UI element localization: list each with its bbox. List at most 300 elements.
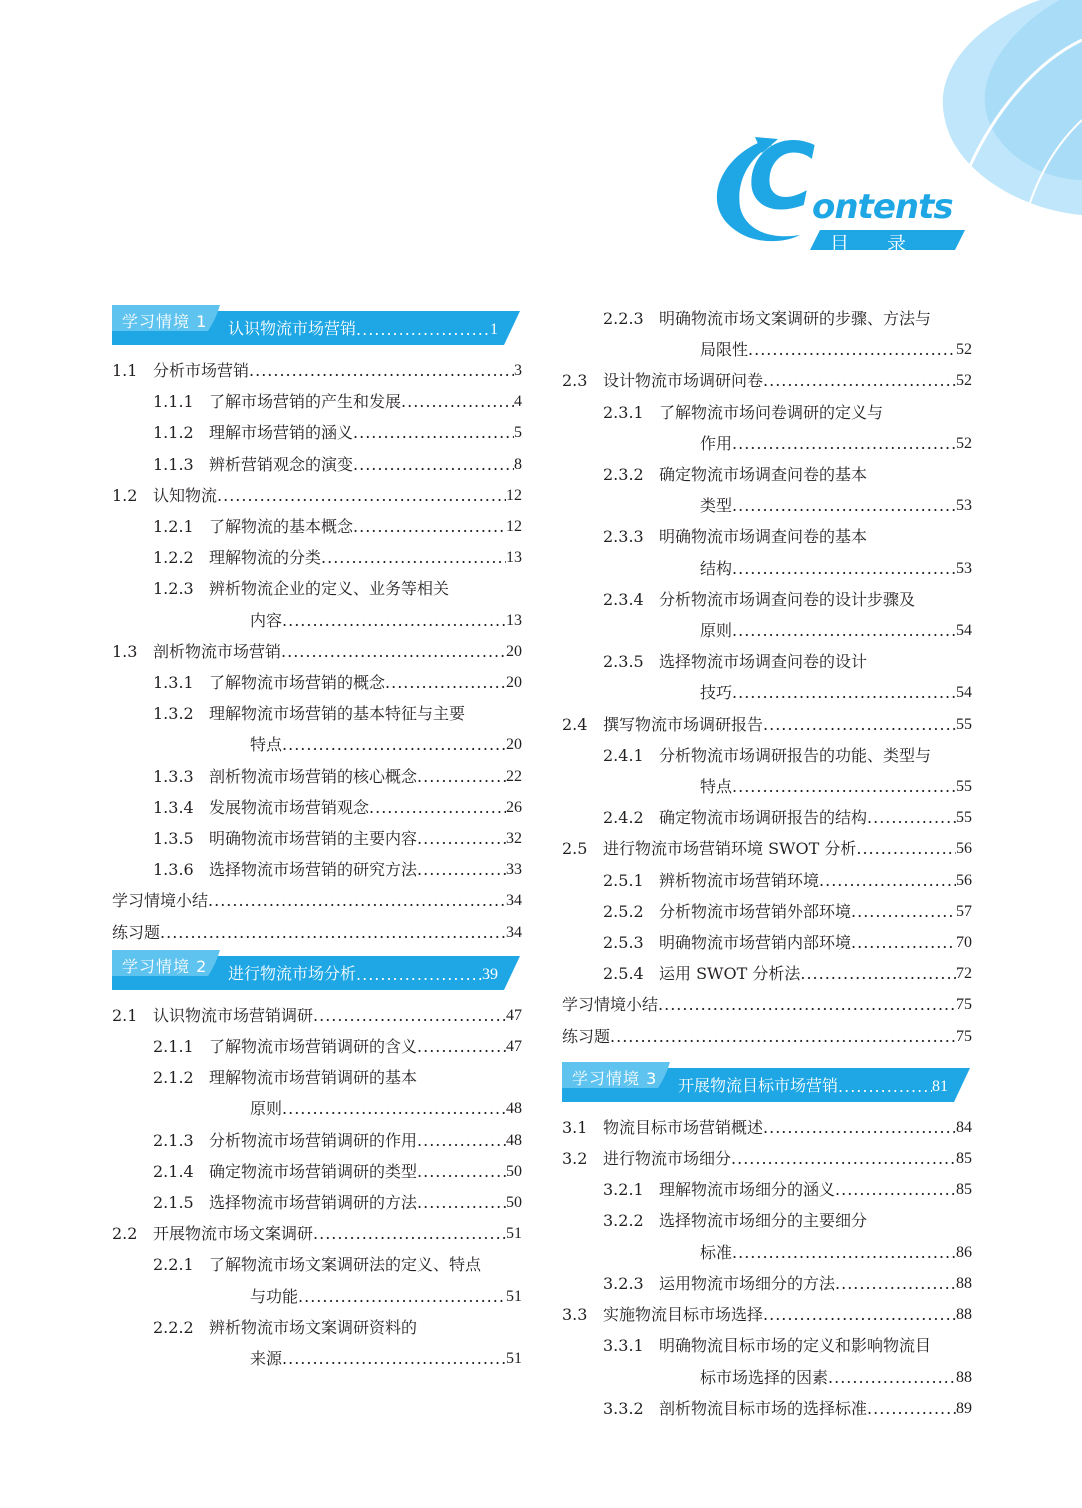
entry-number: 2.5.1 [603, 870, 644, 890]
toc-entry[interactable] [112, 355, 522, 386]
entry-number: 1.1.2 [153, 423, 194, 443]
entry-title: 辨析物流市场营销环境 [659, 870, 820, 890]
toc-subentry[interactable] [112, 792, 522, 823]
dot-leader [217, 480, 506, 511]
toc-entry[interactable] [562, 1112, 972, 1143]
toc-entry-row [153, 1249, 522, 1280]
dot-leader [369, 792, 506, 823]
toc-entry-row [112, 1000, 522, 1031]
entry-title: 明确物流市场营销内部环境 [659, 933, 852, 953]
dot-leader [417, 1156, 506, 1187]
toc-entry-continuation [153, 605, 522, 636]
dot-leader [763, 1112, 956, 1143]
toc-subentry[interactable] [562, 584, 972, 646]
entry-title: 剖析物流市场营销 [153, 641, 282, 661]
entry-page-number: 3 [514, 362, 522, 379]
toc-subentry[interactable] [112, 667, 522, 698]
toc-entry-row [603, 958, 972, 989]
toc-entry-row [153, 449, 522, 480]
toc-entry-row [153, 761, 522, 792]
toc-entry-row [153, 792, 522, 823]
dot-leader [732, 615, 956, 646]
entry-title: 实施物流目标市场选择 [603, 1305, 764, 1325]
toc-entry[interactable] [112, 636, 522, 667]
dot-leader [356, 320, 490, 339]
dot-leader [732, 553, 956, 584]
entry-title-continuation: 特点 [250, 735, 283, 755]
toc-entry[interactable] [112, 1218, 522, 1249]
toc-entry-row [603, 521, 972, 552]
entry-title: 选择物流市场调查问卷的设计 [659, 652, 868, 672]
toc-entry-continuation [603, 1362, 972, 1393]
entry-number: 2.3 [562, 371, 588, 391]
entry-title-continuation: 类型 [700, 496, 733, 516]
dot-leader [249, 355, 514, 386]
dot-leader [732, 1237, 956, 1268]
entry-page-number: 57 [956, 902, 972, 920]
entry-page-number: 54 [956, 684, 972, 702]
entry-page-number: 52 [956, 341, 972, 359]
toc-subentry[interactable] [562, 740, 972, 802]
dot-leader [353, 449, 514, 480]
entry-title: 选择物流市场细分的主要细分 [659, 1211, 868, 1231]
toc-subentry[interactable] [562, 459, 972, 521]
entry-number: 2.3.5 [603, 652, 644, 672]
section-banner[interactable] [112, 950, 522, 990]
toc-entry-row [153, 417, 522, 448]
entry-page-number: 53 [956, 559, 972, 577]
toc-entry-row [153, 511, 522, 542]
toc-subentry[interactable] [562, 865, 972, 896]
toc-subentry[interactable] [562, 1268, 972, 1299]
entry-title: 明确物流市场调查问卷的基本 [659, 527, 868, 547]
entry-page-number: 20 [506, 642, 522, 660]
entry-title: 了解物流的基本概念 [209, 517, 354, 537]
dot-leader [828, 1362, 956, 1393]
toc-entry-row [153, 1156, 522, 1187]
entry-title: 运用 SWOT 分析法 [659, 964, 801, 984]
toc-entry-continuation [603, 771, 972, 802]
dot-leader [658, 989, 956, 1020]
toc-entry[interactable] [562, 833, 972, 864]
entry-title: 进行物流市场细分 [603, 1149, 732, 1169]
toc-entry-row [153, 1312, 522, 1343]
entry-number: 1.2 [112, 485, 138, 505]
entry-number: 2.1.4 [153, 1161, 194, 1181]
entry-title-continuation: 标市场选择的因素 [700, 1367, 829, 1387]
toc-entry-row [562, 709, 972, 740]
dot-leader [732, 771, 956, 802]
toc-entry-row [112, 355, 522, 386]
toc-entry-row [603, 584, 972, 615]
toc-entry-continuation [153, 1281, 522, 1312]
entry-title: 发展物流市场营销观念 [209, 797, 370, 817]
section-banner[interactable] [112, 305, 522, 345]
toc-entry[interactable] [562, 1143, 972, 1174]
entry-number: 2.1.1 [153, 1037, 194, 1057]
entry-page-number: 20 [506, 736, 522, 754]
dot-leader [417, 823, 506, 854]
dot-leader [313, 1000, 506, 1031]
entry-page-number: 48 [506, 1131, 522, 1149]
entry-title: 了解物流市场文案调研法的定义、特点 [209, 1255, 482, 1275]
entry-title-continuation: 原则 [250, 1099, 283, 1119]
entry-number: 2.3.3 [603, 527, 644, 547]
dot-leader [281, 636, 506, 667]
toc-subentry[interactable] [562, 397, 972, 459]
toc-entry-row [153, 1187, 522, 1218]
entry-page-number: 55 [956, 778, 972, 796]
entry-page-number: 48 [506, 1100, 522, 1118]
toc-entry-row [112, 1218, 522, 1249]
entry-title: 分析物流市场调查问卷的设计步骤及 [659, 589, 916, 609]
toc-entry-row [153, 667, 522, 698]
toc-entry[interactable] [112, 1000, 522, 1031]
entry-number: 2.1.5 [153, 1193, 194, 1213]
dot-leader [851, 927, 956, 958]
section-title: 开展物流目标市场营销 [678, 1075, 839, 1095]
entry-number: 2.4.2 [603, 808, 644, 828]
entry-title: 理解物流市场细分的涵义 [659, 1180, 836, 1200]
toc-entry-row [112, 885, 522, 916]
dot-leader [731, 1143, 956, 1174]
entry-title: 剖析物流目标市场的选择标准 [659, 1398, 868, 1418]
section-page-number: 1 [490, 321, 498, 338]
toc-subentry[interactable] [112, 573, 522, 635]
dot-leader [417, 854, 506, 885]
entry-title: 辨析营销观念的演变 [209, 454, 354, 474]
section-tag: 学习情境 2 [122, 956, 208, 976]
entry-number: 2.1.3 [153, 1130, 194, 1150]
contents-cn-label: 目 录 [830, 233, 907, 255]
toc-entry-row [603, 459, 972, 490]
toc-entry-row [153, 542, 522, 573]
dot-leader [838, 1077, 932, 1096]
entry-title: 设计物流市场调研问卷 [603, 371, 764, 391]
section-page-number: 81 [932, 1077, 948, 1095]
dot-leader [282, 605, 506, 636]
entry-page-number: 50 [506, 1194, 522, 1212]
entry-title: 练习题 [562, 1026, 611, 1046]
section-title-row [228, 961, 498, 984]
entry-page-number: 51 [506, 1225, 522, 1243]
section-banner[interactable] [562, 1062, 972, 1102]
entry-title: 撰写物流市场调研报告 [603, 714, 764, 734]
entry-title: 分析物流市场营销调研的作用 [209, 1130, 418, 1150]
toc-subentry[interactable] [562, 521, 972, 583]
toc-subentry[interactable] [562, 958, 972, 989]
toc-left-column [112, 303, 522, 1374]
entry-number: 1.3.4 [153, 797, 194, 817]
entry-number: 2.1.2 [153, 1068, 194, 1088]
toc-subentry[interactable] [112, 1156, 522, 1187]
dot-leader [763, 709, 956, 740]
entry-page-number: 75 [956, 996, 972, 1014]
entry-title: 明确物流市场营销的主要内容 [209, 829, 418, 849]
entry-page-number: 13 [506, 549, 522, 567]
dot-leader [298, 1281, 506, 1312]
entry-number: 2.3.4 [603, 589, 644, 609]
toc-entry[interactable] [562, 1299, 972, 1330]
entry-number: 2.3.1 [603, 402, 644, 422]
entry-title: 理解物流市场营销的基本特征与主要 [209, 704, 466, 724]
entry-title: 理解物流的分类 [209, 548, 322, 568]
entry-number: 2.2.2 [153, 1317, 194, 1337]
toc-subentry[interactable] [562, 303, 972, 365]
entry-title-continuation: 局限性 [700, 340, 749, 360]
toc-entry[interactable] [562, 1021, 972, 1052]
entry-page-number: 56 [956, 871, 972, 889]
entry-number: 1.2.3 [153, 579, 194, 599]
dot-leader [417, 1125, 506, 1156]
dot-leader [800, 958, 956, 989]
entry-title-continuation: 结构 [700, 558, 733, 578]
toc-subentry[interactable] [112, 1249, 522, 1311]
entry-number: 1.3.3 [153, 766, 194, 786]
entry-number: 2.5.2 [603, 901, 644, 921]
entry-number: 1.1.3 [153, 454, 194, 474]
entry-number: 1.1 [112, 361, 138, 380]
toc-entry[interactable] [562, 989, 972, 1020]
dot-leader [160, 917, 506, 948]
entry-title: 剖析物流市场营销的核心概念 [209, 766, 418, 786]
entry-page-number: 56 [956, 840, 972, 858]
entry-title-continuation: 特点 [700, 777, 733, 797]
toc-entry[interactable] [112, 917, 522, 948]
toc-subentry[interactable] [112, 1031, 522, 1062]
toc-entry-row [562, 365, 972, 396]
toc-entry-row [603, 1268, 972, 1299]
entry-title: 确定物流市场营销调研的类型 [209, 1161, 418, 1181]
entry-number: 1.3.6 [153, 860, 194, 880]
toc-entry-row [562, 1143, 972, 1174]
toc-subentry[interactable] [112, 449, 522, 480]
toc-entry-row [153, 1062, 522, 1093]
entry-number: 2.4 [562, 714, 588, 734]
contents-word: ontents [812, 187, 953, 227]
toc-entry-row [112, 917, 522, 948]
entry-page-number: 12 [506, 486, 522, 504]
section-title-row [678, 1073, 948, 1096]
dot-leader [763, 1299, 956, 1330]
toc-entry-row [603, 1174, 972, 1205]
entry-title: 开展物流市场文案调研 [153, 1224, 314, 1244]
toc-entry-row [562, 1112, 972, 1143]
entry-number: 3.2.3 [603, 1273, 644, 1293]
entry-title: 学习情境小结 [112, 891, 209, 911]
entry-title: 学习情境小结 [562, 995, 659, 1015]
entry-page-number: 32 [506, 830, 522, 848]
entry-page-number: 50 [506, 1162, 522, 1180]
entry-page-number: 34 [506, 892, 522, 910]
entry-title: 理解物流市场营销调研的基本 [209, 1068, 418, 1088]
toc-subentry[interactable] [112, 511, 522, 542]
entry-number: 1.3.2 [153, 704, 194, 724]
toc-entry-row [603, 740, 972, 771]
toc-entry-row [112, 480, 522, 511]
entry-number: 1.2.1 [153, 517, 194, 537]
toc-entry-row [153, 573, 522, 604]
entry-number: 3.3 [562, 1305, 588, 1325]
toc-entry-row [562, 833, 972, 864]
contents-logo [700, 123, 970, 255]
toc-entry[interactable] [112, 480, 522, 511]
toc-subentry[interactable] [562, 1174, 972, 1205]
toc-entry-row [603, 397, 972, 428]
dot-leader [417, 761, 506, 792]
toc-subentry[interactable] [112, 761, 522, 792]
toc-entry-continuation [603, 615, 972, 646]
toc-subentry[interactable] [112, 698, 522, 760]
toc-entry-continuation [153, 1343, 522, 1374]
entry-page-number: 86 [956, 1243, 972, 1261]
toc-entry-row [153, 386, 522, 417]
toc-subentry[interactable] [112, 1062, 522, 1124]
entry-title: 确定物流市场调查问卷的基本 [659, 465, 868, 485]
toc-entry-continuation [603, 677, 972, 708]
entry-page-number: 85 [956, 1181, 972, 1199]
dot-leader [763, 365, 956, 396]
dot-leader [867, 802, 956, 833]
entry-number: 1.1.1 [153, 392, 194, 412]
toc-subentry[interactable] [562, 646, 972, 708]
entry-page-number: 47 [506, 1006, 522, 1024]
toc-subentry[interactable] [112, 1125, 522, 1156]
entry-title: 了解市场营销的产生和发展 [209, 392, 402, 412]
entry-number: 2.5.3 [603, 933, 644, 953]
entry-number: 2.2.1 [153, 1255, 194, 1275]
toc-entry-row [603, 646, 972, 677]
entry-page-number: 55 [956, 809, 972, 827]
entry-number: 2.3.2 [603, 465, 644, 485]
entry-page-number: 84 [956, 1118, 972, 1136]
entry-title: 明确物流目标市场的定义和影响物流目 [659, 1336, 932, 1356]
entry-number: 3.2.2 [603, 1211, 644, 1231]
entry-title: 选择物流市场营销调研的方法 [209, 1193, 418, 1213]
entry-title: 进行物流市场营销环境 SWOT 分析 [603, 839, 857, 859]
toc-entry[interactable] [112, 885, 522, 916]
toc-subentry[interactable] [562, 1393, 972, 1424]
toc-entry-row [153, 854, 522, 885]
entry-page-number: 55 [956, 715, 972, 733]
toc-entry-continuation [603, 1237, 972, 1268]
entry-page-number: 75 [956, 1027, 972, 1045]
entry-page-number: 34 [506, 923, 522, 941]
entry-title: 分析市场营销 [153, 361, 250, 380]
toc-subentry[interactable] [562, 1330, 972, 1392]
toc-subentry[interactable] [562, 1205, 972, 1267]
entry-page-number: 4 [514, 393, 522, 411]
toc-entry-row [153, 823, 522, 854]
toc-subentry[interactable] [562, 896, 972, 927]
toc-subentry[interactable] [112, 542, 522, 573]
toc-entry-row [603, 802, 972, 833]
entry-page-number: 13 [506, 611, 522, 629]
toc-entry-row [562, 1299, 972, 1330]
toc-entry-continuation [603, 553, 972, 584]
toc-entry-row [603, 1393, 972, 1424]
entry-page-number: 22 [506, 767, 522, 785]
entry-number: 1.3 [112, 641, 138, 661]
entry-title-continuation: 作用 [700, 433, 733, 453]
toc-entry-row [153, 1031, 522, 1062]
entry-title: 认识物流市场营销调研 [153, 1005, 314, 1025]
entry-title: 了解物流市场营销的概念 [209, 673, 386, 693]
toc-right-column [562, 303, 972, 1424]
entry-title: 物流目标市场营销概述 [603, 1117, 764, 1137]
toc-subentry[interactable] [562, 802, 972, 833]
entry-number: 2.5.4 [603, 964, 644, 984]
contents-initial: C [748, 123, 816, 230]
entry-page-number: 33 [506, 861, 522, 879]
entry-number: 2.1 [112, 1005, 138, 1025]
entry-page-number: 88 [956, 1274, 972, 1292]
section-title-row [228, 316, 498, 339]
dot-leader [417, 1187, 506, 1218]
toc-subentry[interactable] [112, 1312, 522, 1374]
section-tag: 学习情境 1 [122, 312, 208, 331]
dot-leader [282, 1093, 506, 1124]
toc-entry-continuation [603, 428, 972, 459]
toc-entry[interactable] [562, 709, 972, 740]
entry-title-continuation: 标准 [700, 1242, 733, 1262]
entry-title: 选择物流市场营销的研究方法 [209, 860, 418, 880]
section-title: 进行物流市场分析 [228, 963, 357, 983]
dot-leader [748, 334, 956, 365]
toc-entry-row [562, 1021, 972, 1052]
toc-subentry[interactable] [112, 386, 522, 417]
entry-number: 3.2 [562, 1149, 588, 1169]
toc-subentry[interactable] [112, 417, 522, 448]
entry-title-continuation: 技巧 [700, 683, 733, 703]
entry-page-number: 12 [506, 518, 522, 536]
section-tag: 学习情境 3 [572, 1068, 658, 1088]
dot-leader [732, 677, 956, 708]
toc-subentry[interactable] [562, 927, 972, 958]
entry-title: 辨析物流企业的定义、业务等相关 [209, 579, 450, 599]
toc-entry-row [603, 896, 972, 927]
toc-entry-continuation [153, 729, 522, 760]
dot-leader [610, 1021, 956, 1052]
entry-number: 2.2.3 [603, 309, 644, 328]
toc-subentry[interactable] [112, 1187, 522, 1218]
entry-page-number: 51 [506, 1350, 522, 1368]
toc-entry-continuation [603, 334, 972, 365]
dot-leader [208, 885, 506, 916]
entry-title: 确定物流市场调研报告的结构 [659, 808, 868, 828]
toc-entry-row [603, 927, 972, 958]
entry-page-number: 52 [956, 372, 972, 390]
entry-number: 3.3.2 [603, 1398, 644, 1418]
dot-leader [353, 417, 514, 448]
toc-entry[interactable] [562, 365, 972, 396]
entry-page-number: 52 [956, 434, 972, 452]
toc-subentry[interactable] [112, 854, 522, 885]
dot-leader [851, 896, 956, 927]
toc-subentry[interactable] [112, 823, 522, 854]
entry-page-number: 51 [506, 1287, 522, 1305]
entry-title-continuation: 与功能 [250, 1286, 299, 1306]
dot-leader [856, 833, 956, 864]
toc-entry-row [153, 698, 522, 729]
entry-page-number: 53 [956, 497, 972, 515]
toc-entry-row [603, 303, 972, 334]
toc-entry-continuation [603, 490, 972, 521]
entry-page-number: 20 [506, 674, 522, 692]
dot-leader [417, 1031, 506, 1062]
dot-leader [313, 1218, 506, 1249]
dot-leader [732, 428, 956, 459]
